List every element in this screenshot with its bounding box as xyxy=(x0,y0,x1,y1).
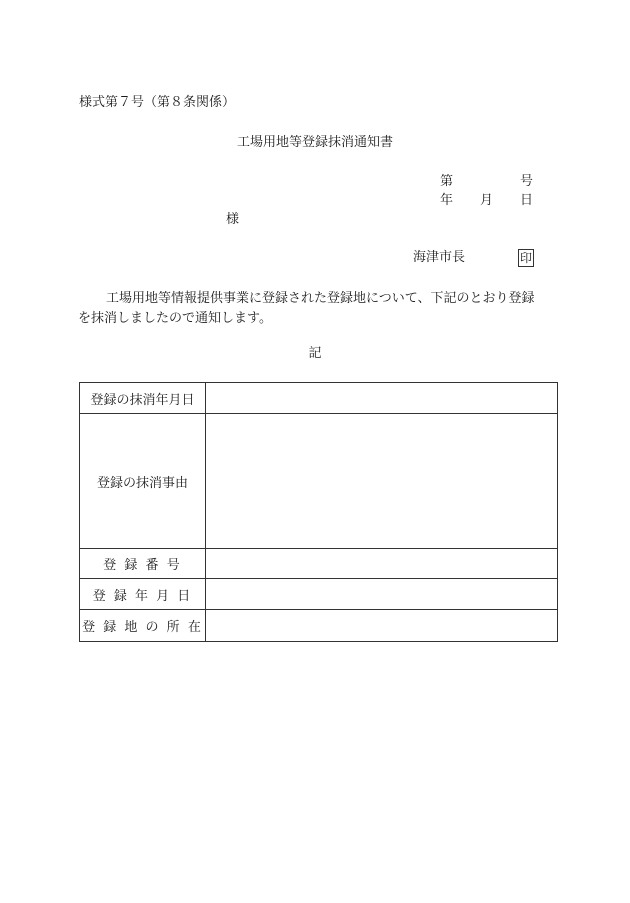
row-value-registration-number[interactable] xyxy=(206,549,558,579)
ki-heading: 記 xyxy=(308,346,322,361)
table-row xyxy=(80,383,558,414)
row-label-cancellation-reason: 登録の抹消事由 xyxy=(80,414,206,549)
row-value-cancellation-date[interactable] xyxy=(206,383,558,414)
notice-body-line-2: を抹消しましたので通知します。 xyxy=(78,311,272,326)
row-label-registration-number: 登 録 番 号 xyxy=(80,549,206,579)
record-table xyxy=(79,382,558,642)
row-value-registration-date[interactable] xyxy=(206,579,558,610)
table-row xyxy=(80,549,558,579)
table-row xyxy=(80,579,558,610)
date-year-label: 年 xyxy=(440,193,454,208)
row-label-cancellation-date: 登録の抹消年月日 xyxy=(80,383,206,414)
notice-body xyxy=(78,289,562,329)
reference-number-label: 第 xyxy=(440,174,454,189)
addressee-suffix: 様 xyxy=(226,212,240,227)
row-label-registered-location: 登 録 地 の 所 在 xyxy=(80,610,206,642)
form-number: 様式第７号（第８条関係） xyxy=(79,95,236,110)
row-label-registration-date: 登 録 年 月 日 xyxy=(80,579,206,610)
seal-stamp-box: 印 xyxy=(519,251,532,265)
date-month-label: 月 xyxy=(480,193,494,208)
row-value-registered-location[interactable] xyxy=(206,610,558,642)
reference-number-suffix: 号 xyxy=(520,174,534,189)
table-row xyxy=(80,610,558,642)
date-day-label: 日 xyxy=(520,193,534,208)
issuer-name: 海津市長 xyxy=(413,250,466,265)
document-title: 工場用地等登録抹消通知書 xyxy=(236,135,393,150)
table-row xyxy=(80,414,558,549)
row-value-cancellation-reason[interactable] xyxy=(206,414,558,549)
notice-body-line-1: 工場用地等情報提供事業に登録された登録地について、下記のとおり登録 xyxy=(106,291,535,306)
